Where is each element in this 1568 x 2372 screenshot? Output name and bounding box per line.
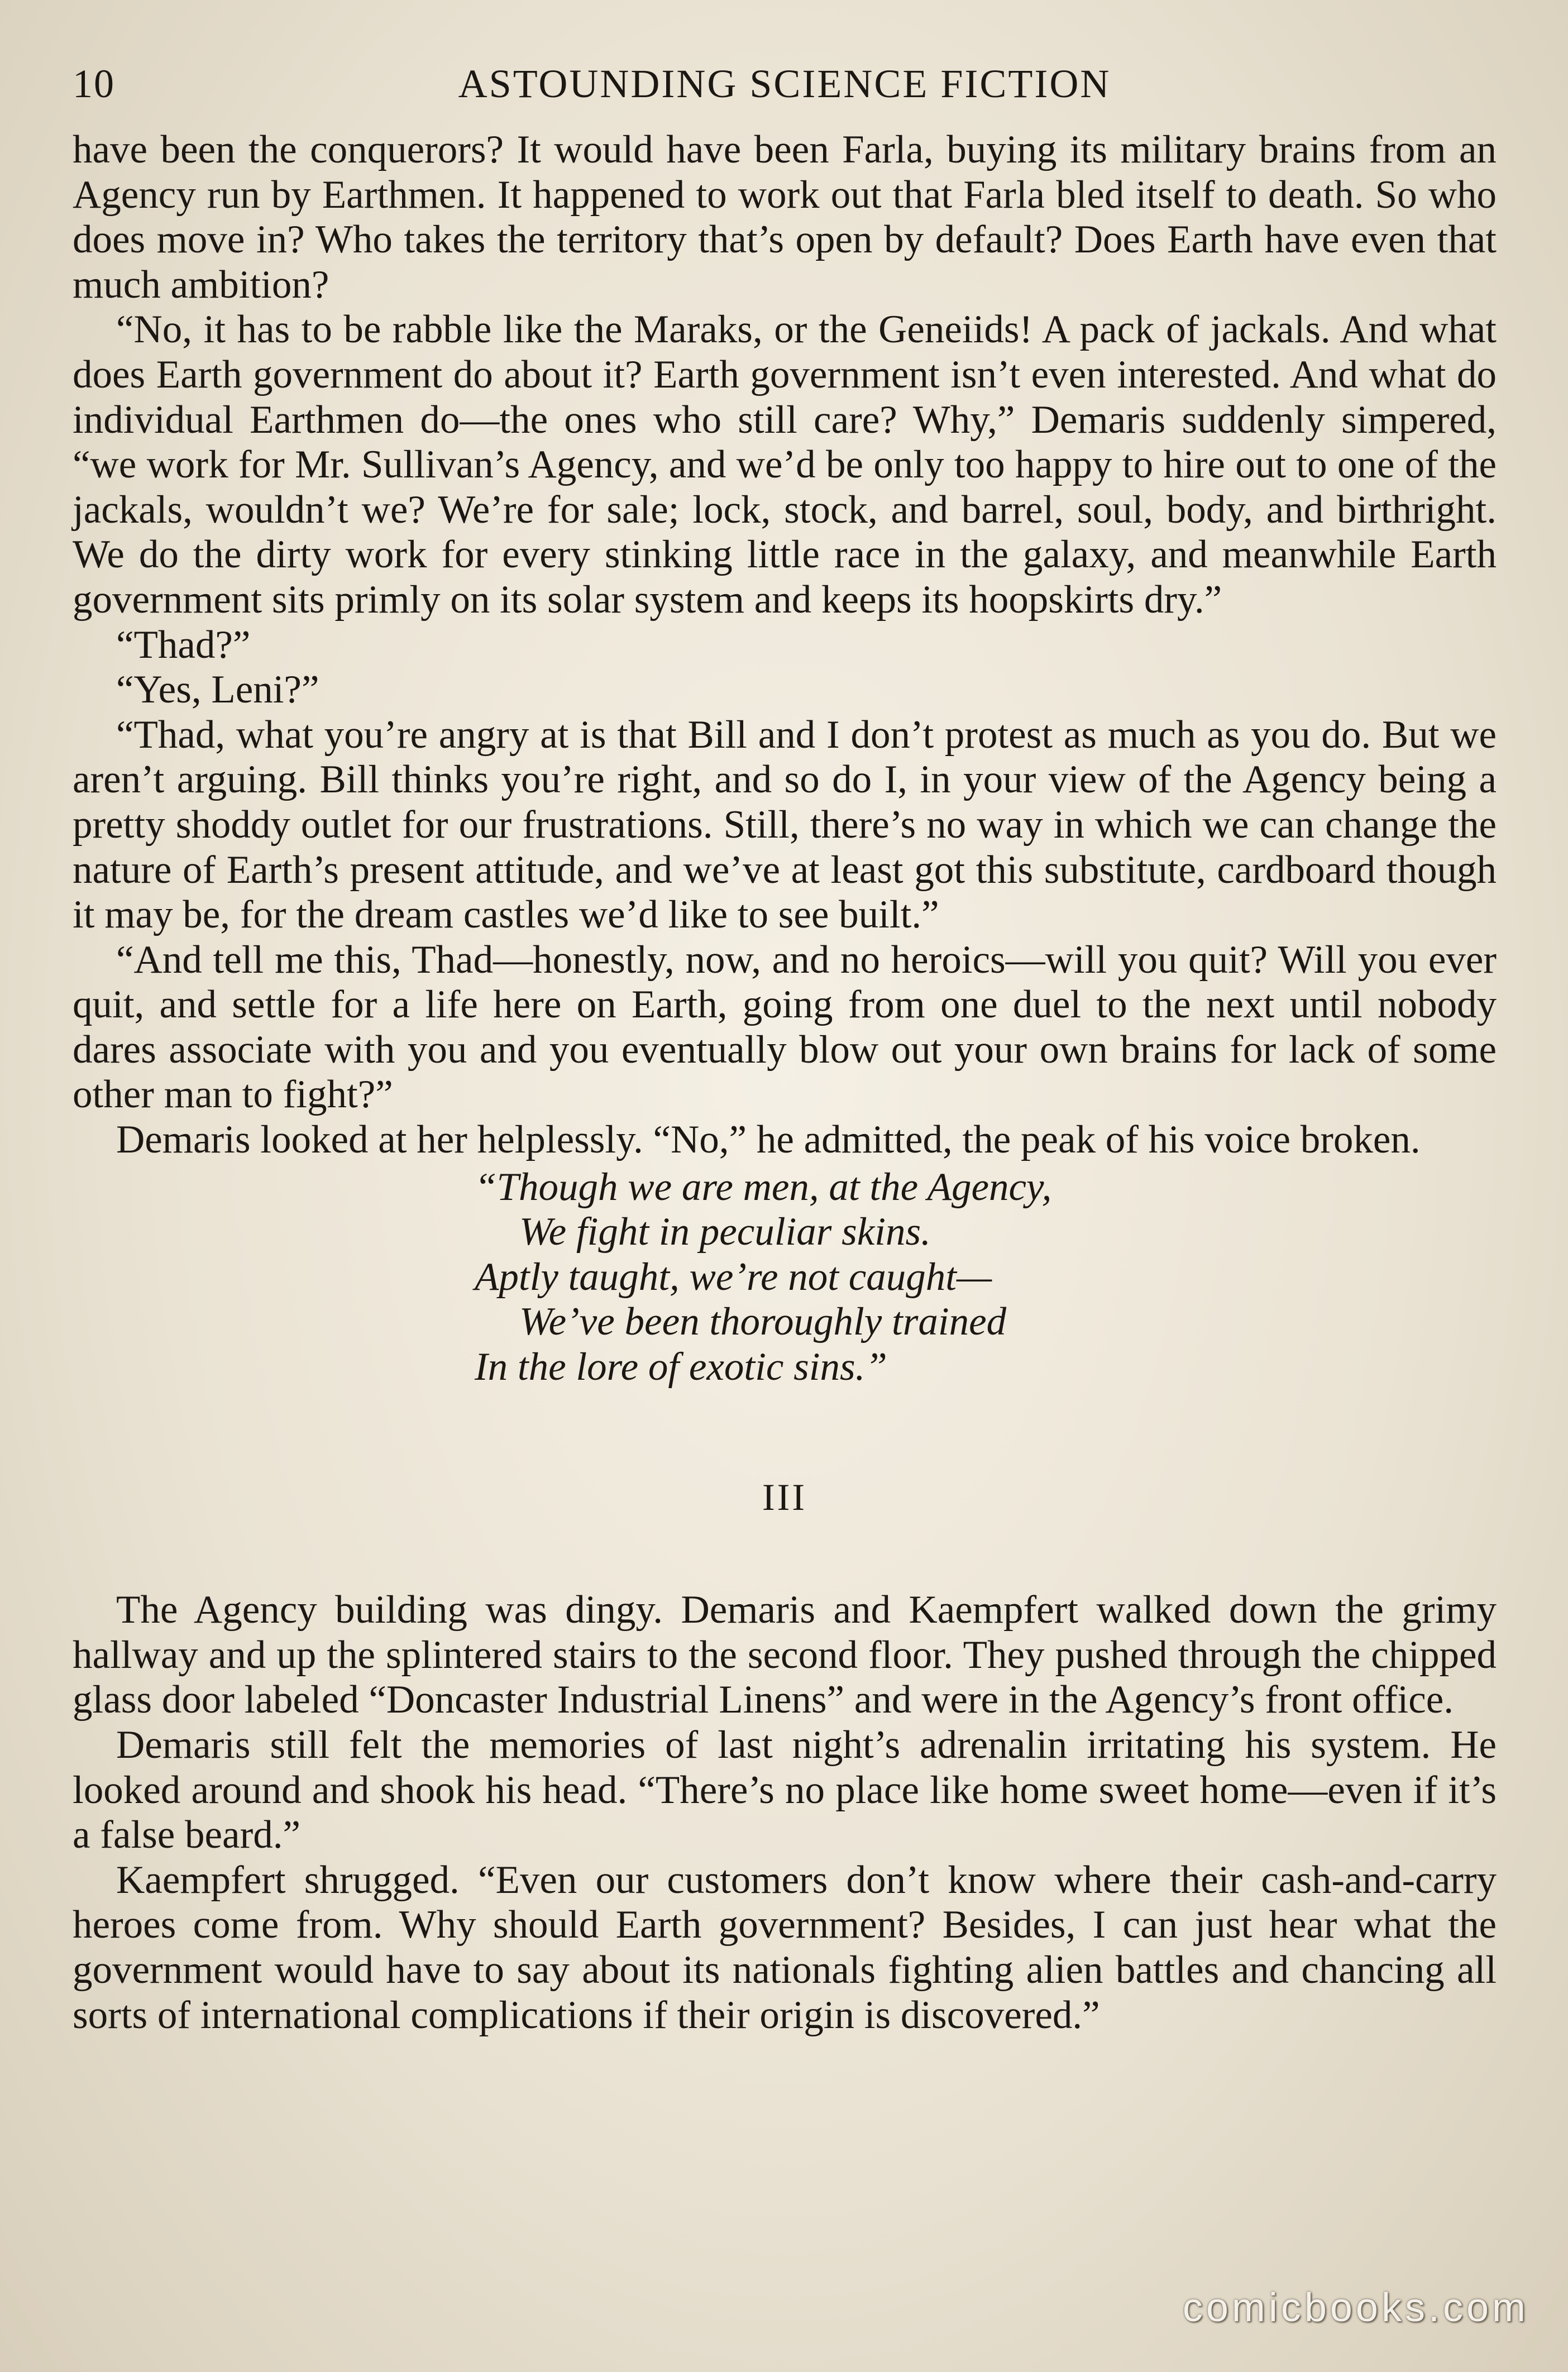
verse-block: [73, 1165, 1497, 1390]
verse-line: “Though we are men, at the Agency,: [475, 1165, 1052, 1209]
running-head: ASTOUNDING SCIENCE FICTION: [458, 61, 1111, 106]
page-number: 10: [73, 61, 115, 106]
body-text: [73, 127, 1497, 2038]
paragraph: “Yes, Leni?”: [116, 668, 319, 712]
paragraph: “And tell me this, Thad—honestly, now, and no heroics—will you quit? Will you ever quit, and settle for a life here on Earth, going from one duel to the next until nobody dares associate with you and you eventually blow out your own brains for lack of some other man to fight?”: [73, 938, 1497, 1117]
paragraph: Kaempfert shrugged. “Even our customers don’t know where their cash-and-carry heroes come from. Why should Earth government? Besides, I can just hear what the government would have to say about its nationals fighting alien battles and chancing all sorts of international complications if their origin is discovered.”: [73, 1858, 1497, 2037]
paragraph: Demaris looked at her helplessly. “No,” he admitted, the peak of his voice broken.: [116, 1118, 1421, 1162]
section-number: III: [762, 1475, 807, 1518]
paragraph: have been the conquerors? It would have been Farla, buying its military brains from an Agency run by Earthmen. It happened to work out that Farla bled itself to death. So who does move in? Who takes the territory that’s open by default? Does Earth have even that much ambition?: [73, 128, 1497, 307]
verse-line: We fight in peculiar skins.: [519, 1210, 931, 1254]
paragraph: The Agency building was dingy. Demaris and Kaempfert walked down the grimy hallway and up the splintered stairs to the second floor. They pushed through the chipped glass door labeled “Doncaster Industrial Linens” and were in the Agency’s front office.: [73, 1588, 1497, 1722]
verse-line: We’ve been thoroughly trained: [519, 1300, 1007, 1344]
watermark: comicbooks.com: [1182, 2285, 1529, 2330]
page-header: [73, 56, 1497, 112]
verse-line: In the lore of exotic sins.”: [475, 1345, 887, 1389]
paragraph: Demaris still felt the memories of last night’s adrenalin irritating his system. He looked around and shook his head. “There’s no place like home sweet home—even if it’s a false beard.”: [73, 1723, 1497, 1857]
paragraph: “Thad?”: [116, 623, 251, 667]
paragraph: “Thad, what you’re angry at is that Bill and I don’t protest as much as you do. But we aren’t arguing. Bill thinks you’re right, and so do I, in your view of the Agency being a pretty shoddy outlet for our frustrations. Still, there’s no way in which we can change the nature of Earth’s present attitude, and we’ve at least got this substitute, cardboard though it may be, for the dream castles we’d like to see built.”: [73, 712, 1497, 937]
verse-line: Aptly taught, we’re not caught—: [475, 1255, 992, 1299]
paragraph: “No, it has to be rabble like the Maraks, or the Geneiids! A pack of jackals. And what does Earth government do about it? Earth government isn’t even interested. And what do individual Earthmen do—the ones who still care? Why,” Demaris suddenly simpered, “we work for Mr. Sullivan’s Agency, and we’d be only too happy to hire out to one of the jackals, wouldn’t we? We’re for sale; lock, stock, and barrel, soul, body, and birthright. We do the dirty work for every stinking little race in the galaxy, and meanwhile Earth government sits primly on its solar system and keeps its hoopskirts dry.”: [73, 308, 1497, 621]
